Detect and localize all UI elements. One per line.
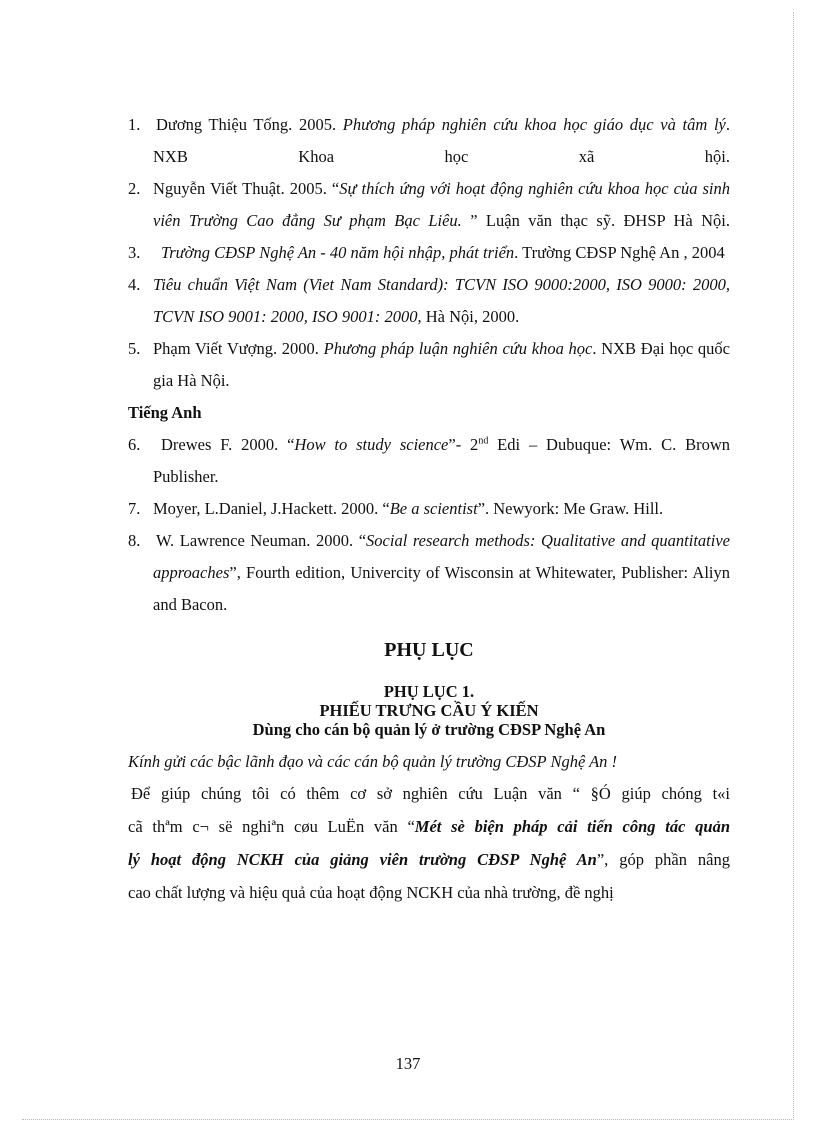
body-line: [128, 876, 730, 909]
reference-text: [153, 237, 730, 269]
greeting-line: Kính gửi các bậc lãnh đạo và các cán bộ quản lý trường CĐSP Nghệ An !: [128, 752, 618, 771]
body-line: [128, 810, 730, 843]
reference-author: Dương Thiệu Tống. 2005.: [156, 115, 343, 134]
reference-publisher: ”. Newyork: Me Graw. Hill.: [477, 499, 664, 518]
reference-text: [153, 493, 730, 525]
reference-title: Trường CĐSP Nghệ An - 40 năm hội nhập, phát triển: [161, 243, 515, 262]
reference-publisher: . Trường CĐSP Nghệ An , 2004: [514, 243, 725, 262]
reference-author: W. Lawrence Neuman. 2000. “: [156, 531, 367, 550]
reference-number: 7.: [128, 499, 141, 518]
reference-item: [128, 525, 730, 621]
reference-publisher: , Hà Nội, 2000.: [417, 307, 520, 326]
reference-text: [153, 333, 730, 397]
thesis-title: Mét sè biện pháp cải tiến công tác quản: [414, 817, 730, 836]
reference-title: Sự thích ứng với hoạt động nghiên cứu khoa học của sinh viên Trường Cao đẳng Sư phạm Bạc Liêu.: [153, 179, 731, 230]
reference-item: [128, 173, 730, 237]
reference-text: [153, 173, 730, 237]
reference-publisher: ” Luận văn thạc sỹ. ĐHSP Hà Nội.: [461, 211, 730, 230]
reference-publisher: . NXB Khoa học xã hội.: [153, 115, 730, 166]
reference-item: [128, 269, 730, 333]
reference-title: Phương pháp luận nghiên cứu khoa học: [323, 339, 593, 358]
document-body: [128, 109, 730, 909]
reference-publisher: . NXB Đại học quốc gia Hà Nội.: [153, 339, 730, 390]
reference-title: Tiêu chuẩn Việt Nam (Viet Nam Standard): TCVN ISO 9000:2000, ISO 9000: 2000, TCVN ISO 9001: 2000, ISO 9001: 2000: [153, 275, 730, 326]
appendix-subheading: PHỤ LỤC 1.: [383, 682, 475, 701]
reference-author: Nguyễn Viết Thuật. 2005. “: [153, 179, 340, 198]
reference-author: Moyer, L.Daniel, J.Hackett. 2000. “: [153, 499, 390, 518]
reference-number: 2.: [128, 179, 141, 198]
reference-title: Social research methods: Qualitative and quantitative approaches: [153, 531, 730, 582]
reference-number: 4.: [128, 275, 141, 294]
reference-title: Phương pháp nghiên cứu khoa học giáo dục và tâm lý: [342, 115, 726, 134]
body-line: [128, 843, 730, 876]
reference-text: [153, 109, 730, 173]
reference-number: 5.: [128, 339, 141, 358]
reference-author: Phạm Viết Vượng. 2000.: [153, 339, 324, 358]
reference-text: [153, 269, 730, 333]
reference-author: Drewes F. 2000. “: [161, 435, 295, 454]
appendix-heading: PHỤ LỤC: [384, 639, 474, 661]
reference-number: 8.: [128, 531, 141, 550]
reference-publisher: ”- 2: [448, 435, 479, 454]
page-number: 137: [395, 1054, 421, 1073]
body-text: cao chất lượng và hiệu quả của hoạt động NCKH của nhà trường, đề nghị: [128, 883, 614, 902]
reference-item: [128, 237, 730, 269]
reference-item: [128, 333, 730, 397]
superscript: nd: [478, 435, 489, 447]
reference-text: [153, 525, 730, 621]
section-heading-english: Tiếng Anh: [128, 403, 202, 422]
body-line: [128, 777, 730, 810]
reference-text: [153, 429, 730, 493]
thesis-title: lý hoạt động NCKH của giảng viên trường CĐSP Nghệ An: [128, 850, 597, 869]
reference-publisher: ”, Fourth edition, Univercity of Wisconsin at Whitewater, Publisher: Aliyn and Bacon.: [153, 563, 730, 614]
reference-number: 1.: [128, 115, 141, 134]
reference-number: 3.: [128, 243, 141, 262]
reference-item: [128, 109, 730, 173]
reference-item: [128, 429, 730, 493]
body-text: ”, góp phần nâng: [596, 850, 730, 869]
reference-publisher: Edi – Dubuque: Wm. C. Brown Publisher.: [153, 435, 730, 486]
survey-audience: Dùng cho cán bộ quản lý ở trường CĐSP Nghệ An: [252, 720, 606, 739]
reference-item: [128, 493, 730, 525]
survey-title: PHIẾU TRƯNG CẦU Ý KIẾN: [319, 701, 539, 720]
body-text: Để giúp chúng tôi có thêm cơ sở nghiên cứu Luận văn “ §Ó giúp chóng t«i: [131, 784, 730, 803]
body-text: cã thªm c¬ së nghiªn cøu LuËn văn “: [128, 817, 415, 836]
reference-title: Be a scientist: [389, 499, 478, 518]
reference-title: How to study science: [294, 435, 449, 454]
reference-number: 6.: [128, 435, 141, 454]
